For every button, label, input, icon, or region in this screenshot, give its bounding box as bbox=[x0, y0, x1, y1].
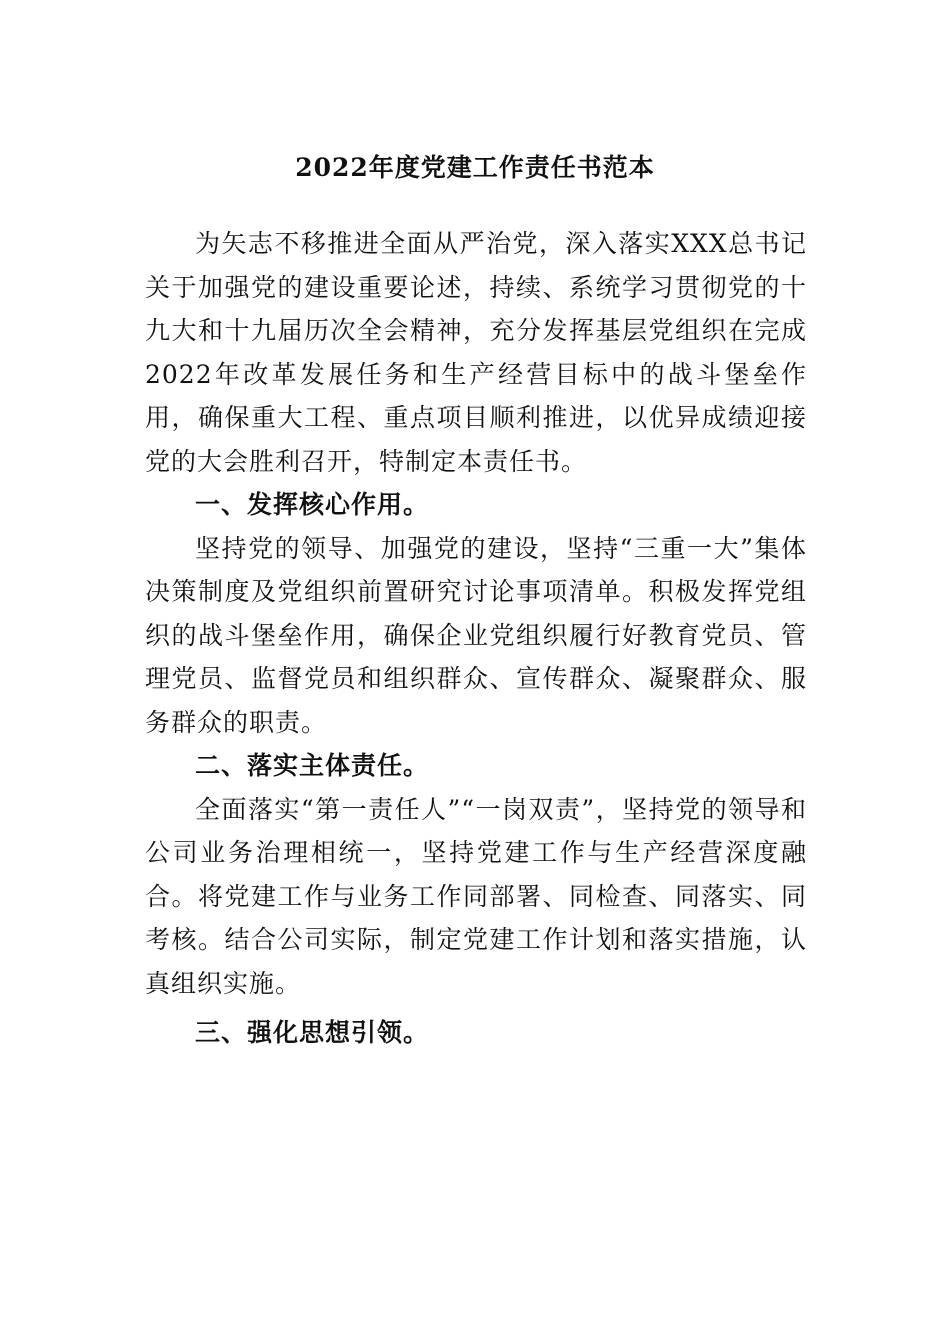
section-heading-3: 三、强化思想引领。 bbox=[195, 1018, 430, 1047]
section-paragraph-2: 全面落实“第一责任人”“一岗双责”，坚持党的领导和公司业务治理相统一，坚持党建工作与生产经营深度融合。将党建工作与业务工作同部署、同检查、同落实、同考核。结合公司实际，制定党建工作计划和落实措施，认真组织实施。 bbox=[145, 794, 807, 998]
section-heading-1: 一、发挥核心作用。 bbox=[195, 490, 430, 519]
intro-paragraph: 为矢志不移推进全面从严治党，深入落实XXX总书记关于加强党的建设重要论述，持续、系统学习贯彻党的十九大和十九届历次全会精神，充分发挥基层党组织在完成2022年改革发展任务和生产经营目标中的战斗堡垒作用，确保重大工程、重点项目顺利推进，以优异成绩迎接党的大会胜利召开，特制定本责任书。 bbox=[145, 229, 807, 476]
document-body bbox=[145, 222, 807, 1055]
document-title: 2022年度党建工作责任书范本 bbox=[295, 153, 655, 182]
section-heading-2: 二、落实主体责任。 bbox=[195, 751, 430, 780]
section-paragraph-1: 坚持党的领导、加强党的建设，坚持“三重一大”集体决策制度及党组织前置研究讨论事项清单。积极发挥党组织的战斗堡垒作用，确保企业党组织履行好教育党员、管理党员、监督党员和组织群众、宣传群众、凝聚群众、服务群众的职责。 bbox=[145, 533, 807, 737]
